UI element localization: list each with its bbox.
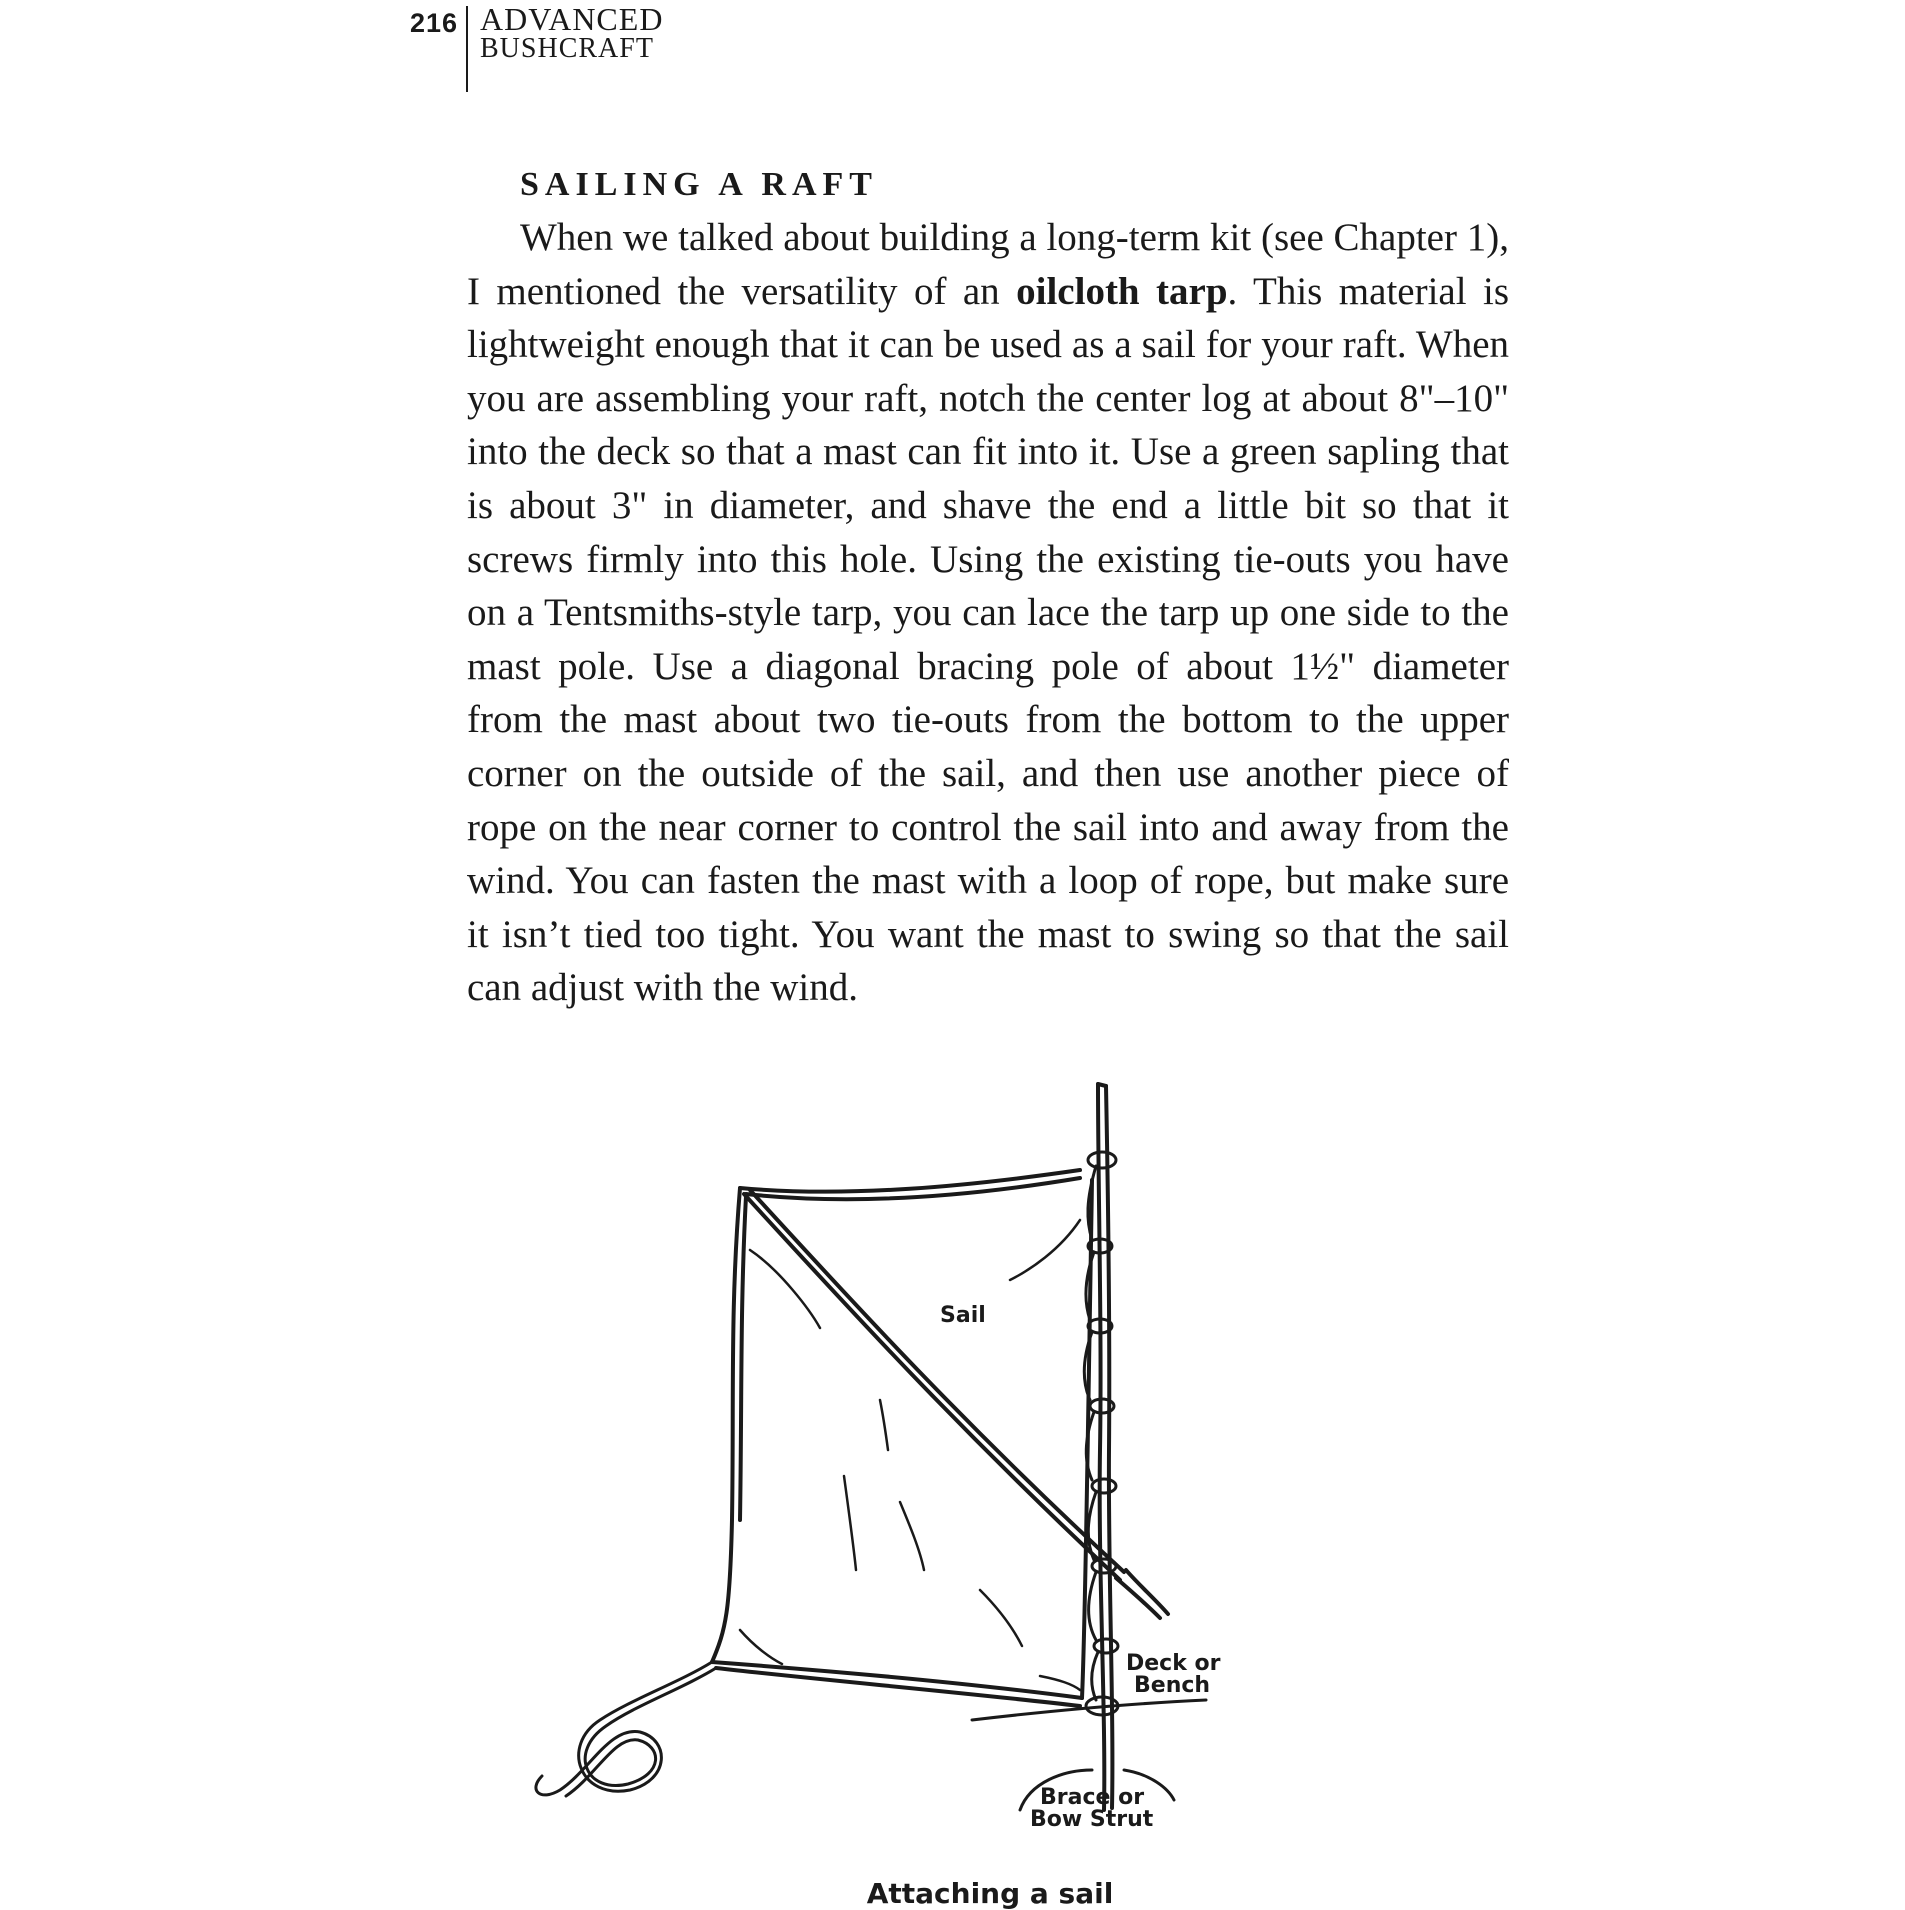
figure-caption: Attaching a sail bbox=[866, 1877, 1114, 1910]
body-paragraph bbox=[467, 211, 1509, 1015]
running-head-line1: ADVANCED bbox=[480, 1, 664, 37]
header-divider bbox=[466, 6, 468, 92]
brace-label-line2: Bow Strut bbox=[1030, 1807, 1154, 1832]
section-title: SAILING A RAFT bbox=[520, 166, 878, 203]
sail-illustration bbox=[520, 1070, 1240, 1850]
deck-label-line1: Deck or bbox=[1126, 1651, 1221, 1676]
running-head-line2: BUSHCRAFT bbox=[480, 33, 654, 64]
mast-pole bbox=[1098, 1084, 1112, 1810]
brace-label-line1: Brace or bbox=[1040, 1785, 1145, 1810]
diagonal-brace bbox=[744, 1190, 1168, 1618]
paragraph-text-end: . This material is lightweight enough that it can be used as a sail for your raft. When you are assembling your raft, notch the center log at about 8"–10" into the deck so that a mast can fit into it. Use a green sapling that is about 3" in diameter, and shave the end a little bit so that it screws firmly into this hole. Using the existing tie-outs you have on a Tentsmiths-style tarp, you can lace the tarp up one side to the mast pole. Use a diagonal bracing pole of about 1½" diameter from the mast about two tie-outs from the bottom to the upper corner on the outside of the sail, and then use another piece of rope on the near corner to control the sail into and away from the wind. You can fasten the mast with a loop of rope, but make sure it isn’t tied too tight. You want the mast to swing so that the sail can adjust with the wind. bbox=[467, 269, 1509, 1010]
running-head bbox=[480, 1, 664, 64]
page-number: 216 bbox=[410, 8, 459, 38]
bold-term: oilcloth tarp bbox=[1016, 269, 1228, 313]
control-rope bbox=[536, 1662, 716, 1796]
deck-label-line2: Bench bbox=[1134, 1673, 1211, 1698]
sail-folds bbox=[740, 1220, 1080, 1690]
sail-cloth bbox=[712, 1170, 1092, 1706]
sail-label: Sail bbox=[940, 1303, 986, 1328]
paragraph-text-start: When we talked about building a long-term kit (see Chapter 1), I mentioned the versatility of an bbox=[467, 216, 1509, 313]
